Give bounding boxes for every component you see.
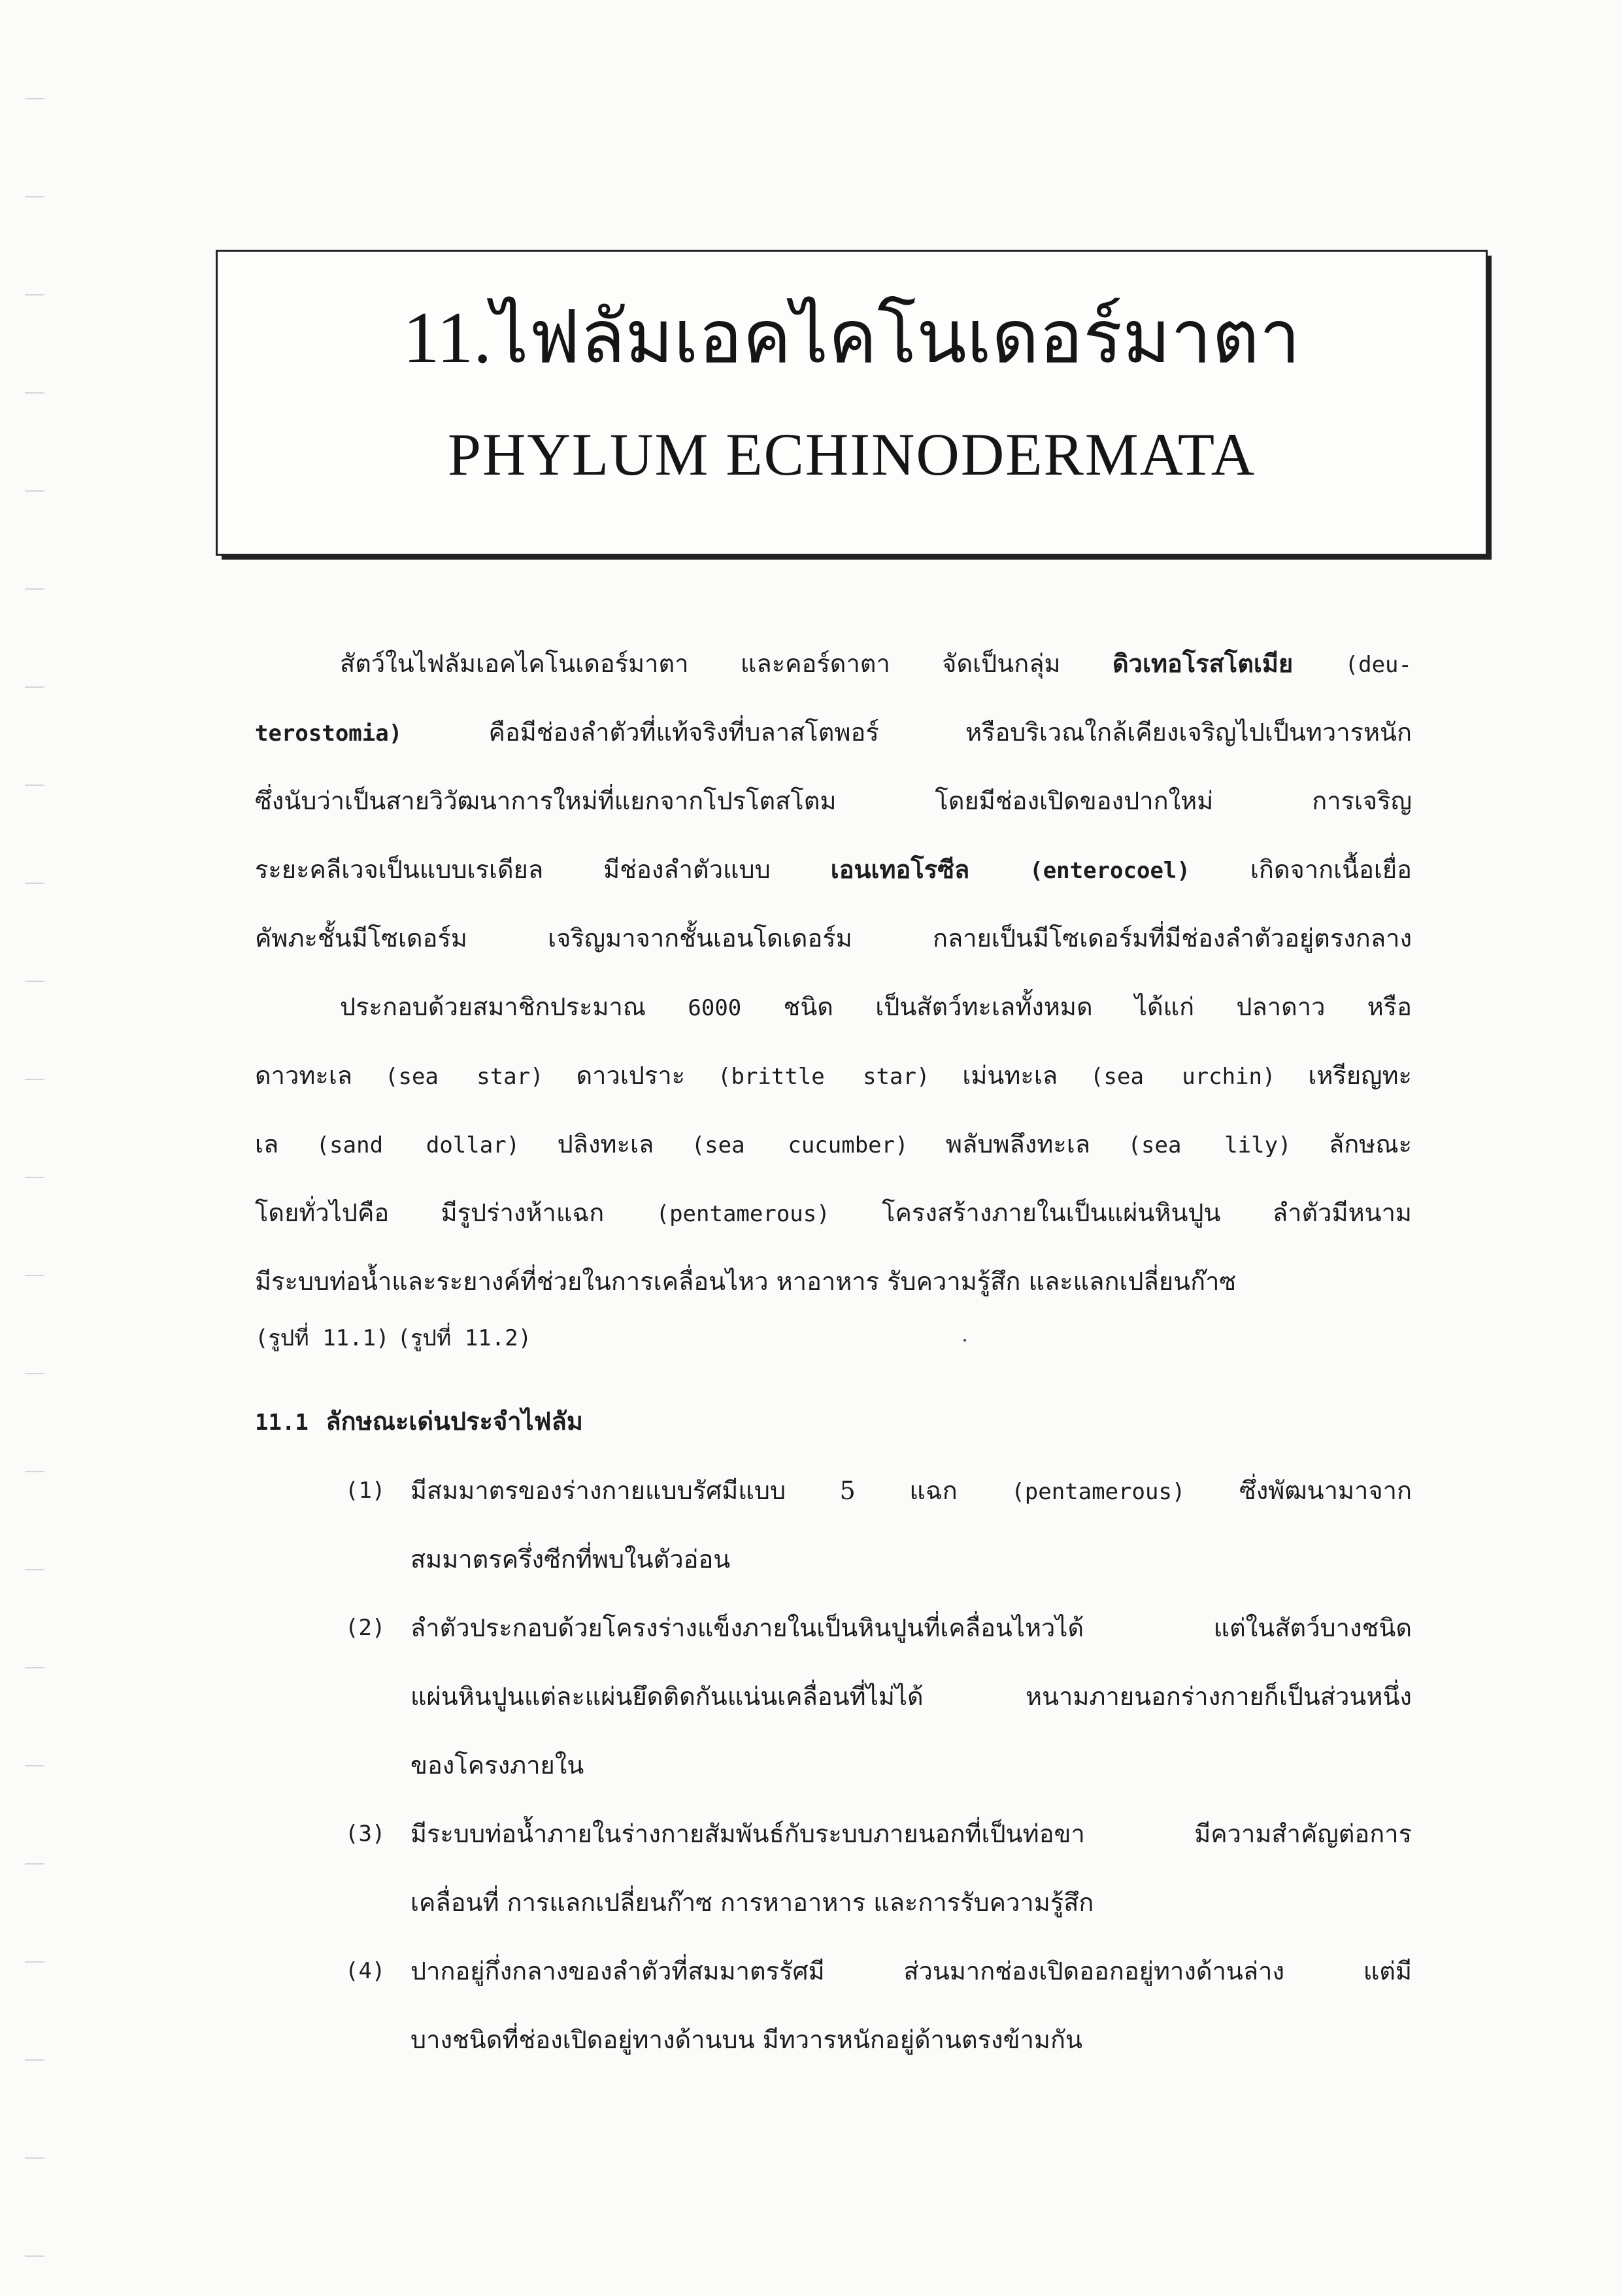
paragraph-2-line-4: โดยทั่วไปคือ มีรูปร่างห้าแฉก (pentamerous) โครงสร้างภายในเป็นแผ่นหินปูน ลำตัวมีหนาม [255,1198,1412,1227]
paragraph-2-figure-refs: (รูปที่ 11.1) (รูปที่ 11.2) [255,1325,532,1351]
item-4-line-2: บางชนิดที่ช่องเปิดอยู่ทางด้านบน มีทวารหนักอยู่ด้านตรงข้ามกัน [410,2025,1082,2054]
section-heading: 11.1 ลักษณะเด่นประจำไฟลัม [255,1406,583,1436]
item-4-label: (4) [345,1958,386,1984]
item-3-line-1: มีระบบท่อน้ำภายในร่างกายสัมพันธ์กับระบบภายนอกที่เป็นท่อขา มีความสำคัญต่อการ [410,1819,1412,1848]
paragraph-1-line-3: ซึ่งนับว่าเป็นสายวิวัฒนาการใหม่ที่แยกจากโปรโตสโตม โดยมีช่องเปิดของปากใหม่ การเจริญ [255,786,1412,815]
binder-margin-marks [25,0,44,2296]
chapter-title-thai: 11.ไฟลัมเอคไคโนเดอร์มาตา [403,297,1301,379]
paragraph-2-line-5: มีระบบท่อน้ำและระยางค์ที่ช่วยในการเคลื่อนไหว หาอาหาร รับความรู้สึก และแลกเปลี่ยนก๊าซ [255,1267,1237,1296]
item-2-line-1: ลำตัวประกอบด้วยโครงร่างแข็งภายในเป็นหินปูนที่เคลื่อนไหวได้ แต่ในสัตว์บางชนิด [410,1613,1412,1642]
item-4-line-1: ปากอยู่กึ่งกลางของลำตัวที่สมมาตรรัศมี ส่วนมากช่องเปิดออกอยู่ทางด้านล่าง แต่มี [410,1957,1412,1985]
item-2-line-3: ของโครงภายใน [410,1751,584,1780]
paragraph-1-line-2: terostomia) คือมีช่องลำตัวที่แท้จริงที่บลาสโตพอร์ หรือบริเวณใกล้เคียงเจริญไปเป็นทวารหนัก [255,718,1412,747]
chapter-title-box [216,250,1488,556]
item-1-line-1: มีสมมาตรของร่างกายแบบรัศมีแบบ 5 แฉก (pentamerous) ซึ่งพัฒนามาจาก [410,1476,1412,1505]
paragraph-1-line-1: สัตว์ในไฟลัมเอคไคโนเดอร์มาตา และคอร์ดาตา จัดเป็นกลุ่ม ดิวเทอโรสโตเมีย (deu- [340,649,1412,678]
item-2-line-2: แผ่นหินปูนแต่ละแผ่นยึดติดกันแน่นเคลื่อนที่ไม่ได้ หนามภายนอกร่างกายก็เป็นส่วนหนึ่ง [410,1682,1412,1711]
paragraph-2-line-3: เล (sand dollar) ปลิงทะเล (sea cucumber) พลับพลึงทะเล (sea lily) ลักษณะ [255,1130,1412,1158]
item-1-label: (1) [345,1477,386,1504]
item-3-line-2: เคลื่อนที่ การแลกเปลี่ยนก๊าซ การหาอาหาร และการรับความรู้สึก [410,1888,1094,1917]
paragraph-1-line-4: ระยะคลีเวจเป็นแบบเรเดียล มีช่องลำตัวแบบ เอนเทอโรซีล (enterocoel) เกิดจากเนื้อเยื่อ [255,854,1412,884]
item-2-label: (2) [345,1615,386,1641]
scan-speck [963,1339,966,1342]
paragraph-2-line-2: ดาวทะเล (sea star) ดาวเปราะ (brittle star) เม่นทะเล (sea urchin) เหรียญทะ [255,1061,1412,1090]
paragraph-2-line-1: ประกอบด้วยสมาชิกประมาณ 6000 ชนิด เป็นสัตว์ทะเลทั้งหมด ได้แก่ ปลาดาว หรือ [340,992,1412,1021]
paragraph-1-line-5: คัพภะชั้นมีโซเดอร์ม เจริญมาจากชั้นเอนโดเดอร์ม กลายเป็นมีโซเดอร์มที่มีช่องลำตัวอยู่ตรงกลาง [255,924,1412,953]
item-1-line-2: สมมาตรครึ่งซีกที่พบในตัวอ่อน [410,1545,731,1574]
chapter-title-english: PHYLUM ECHINODERMATA [447,421,1256,488]
item-3-label: (3) [345,1821,386,1847]
